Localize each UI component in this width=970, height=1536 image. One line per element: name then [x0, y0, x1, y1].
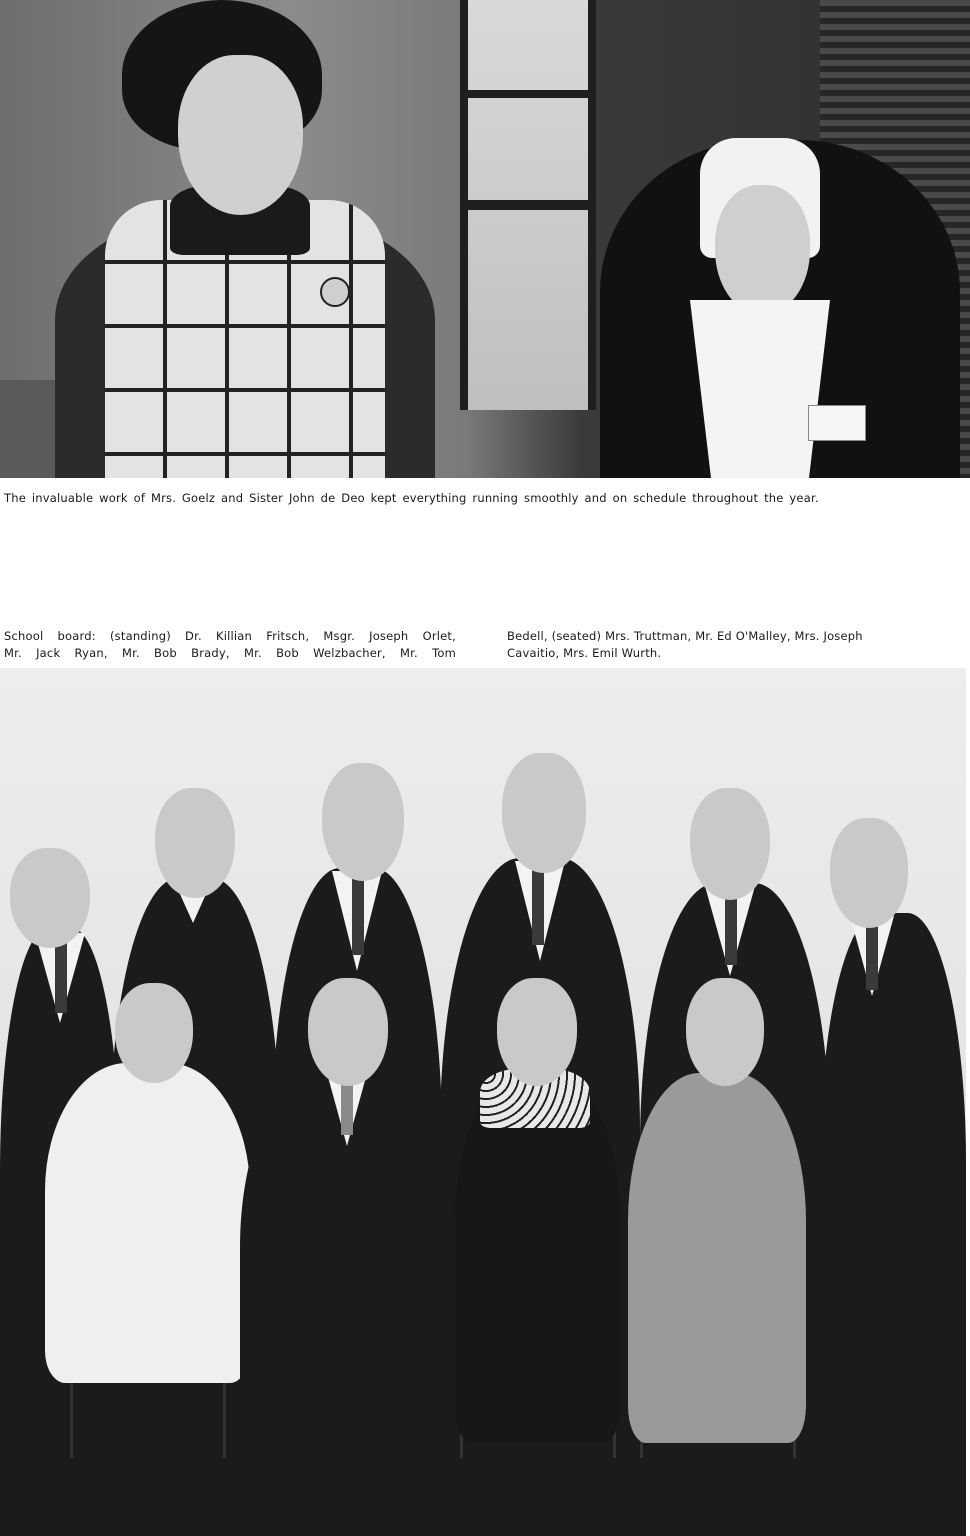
staff-photo-caption: The invaluable work of Mrs. Goelz and Sister John de Deo kept everything running smoothly and on schedule throughout the year. — [4, 491, 819, 505]
board-caption-line: Bedell, (seated) Mrs. Truttman, Mr. Ed O'Malley, Mrs. Joseph — [507, 629, 863, 643]
school-board-photo — [0, 668, 966, 1536]
board-caption-line: Cavaitio, Mrs. Emil Wurth. — [507, 646, 662, 660]
seated-person — [628, 978, 806, 1523]
board-caption-left — [4, 628, 456, 662]
seated-person — [45, 983, 250, 1523]
staff-photo — [0, 0, 970, 478]
standing-person — [820, 818, 966, 1536]
board-caption-line: Mr. Jack Ryan, Mr. Bob Brady, Mr. Bob Welzbacher, Mr. Tom — [4, 646, 456, 660]
window — [460, 0, 596, 410]
woman-face — [178, 55, 303, 215]
board-caption-right — [507, 628, 962, 662]
brooch-pin — [320, 277, 350, 307]
name-tag — [808, 405, 866, 441]
board-caption-line: School board: (standing) Dr. Killian Fritsch, Msgr. Joseph Orlet, — [4, 629, 456, 643]
seated-person — [455, 978, 620, 1523]
seated-person — [240, 978, 455, 1523]
nun-face — [715, 185, 810, 315]
